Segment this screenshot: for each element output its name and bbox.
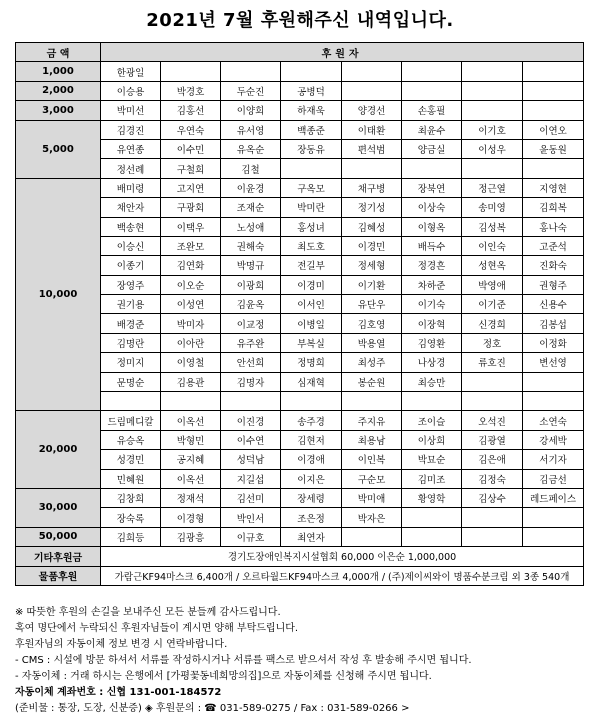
donor-cell: 변선영 (523, 353, 584, 372)
donor-cell (462, 392, 523, 411)
donor-cell: 이옥선 (161, 411, 221, 430)
donor-cell: 양금실 (402, 139, 462, 158)
donor-cell: 지영현 (523, 178, 584, 197)
donor-cell: 심재혁 (281, 372, 342, 391)
donor-cell (523, 159, 584, 178)
donor-cell: 이지은 (281, 469, 342, 488)
donor-cell (523, 81, 584, 100)
donor-cell: 이상희 (402, 430, 462, 449)
donor-cell: 김용관 (161, 372, 221, 391)
donor-cell: 박경호 (161, 81, 221, 100)
donor-cell (523, 392, 584, 411)
donor-cell (523, 508, 584, 527)
table-row (16, 469, 584, 488)
donor-cell: 구순모 (342, 469, 402, 488)
table-row (16, 81, 584, 100)
donor-cell: 드림메디칼 (101, 411, 161, 430)
amount-cell: 30,000 (16, 488, 101, 527)
amount-cell: 3,000 (16, 101, 101, 120)
donor-cell: 조은정 (281, 508, 342, 527)
donor-cell (523, 527, 584, 546)
donor-cell: 최성주 (342, 353, 402, 372)
donor-cell: 봉순원 (342, 372, 402, 391)
donor-cell: 김호영 (342, 314, 402, 333)
amount-cell: 5,000 (16, 120, 101, 178)
donor-cell: 이정화 (523, 333, 584, 352)
donor-cell: 김상수 (462, 488, 523, 507)
donor-cell: 정선례 (101, 159, 161, 178)
donor-cell: 이광희 (221, 275, 281, 294)
amount-cell: 2,000 (16, 81, 101, 100)
goods-donation-label: 물품후원 (16, 566, 101, 585)
donor-cell: 진화숙 (523, 256, 584, 275)
donor-cell: 이태환 (342, 120, 402, 139)
page-title: 2021년 7월 후원해주신 내역입니다. (146, 10, 454, 31)
donor-cell: 이성우 (462, 139, 523, 158)
donor-cell: 김혜성 (342, 217, 402, 236)
donor-cell: 하재욱 (281, 101, 342, 120)
donor-cell: 채안자 (101, 198, 161, 217)
donor-cell: 이종기 (101, 256, 161, 275)
donor-cell: 황영학 (402, 488, 462, 507)
donor-cell (462, 62, 523, 81)
donor-cell: 배득수 (402, 236, 462, 255)
donor-cell: 성경민 (101, 450, 161, 469)
donor-cell: 이수연 (221, 430, 281, 449)
donor-cell: 유서영 (221, 120, 281, 139)
donor-cell: 유연종 (101, 139, 161, 158)
donor-cell: 김성복 (462, 217, 523, 236)
donor-cell: 강세박 (523, 430, 584, 449)
donor-cell: 두순진 (221, 81, 281, 100)
donor-cell: 유옥순 (221, 139, 281, 158)
donor-cell: 류호진 (462, 353, 523, 372)
donor-cell: 박묘순 (402, 450, 462, 469)
donor-cell: 이아란 (161, 333, 221, 352)
donor-cell: 이승신 (101, 236, 161, 255)
donor-cell: 이서인 (281, 295, 342, 314)
donor-cell: 부복실 (281, 333, 342, 352)
donor-cell: 김정숙 (462, 469, 523, 488)
donor-cell: 이경애 (281, 450, 342, 469)
donor-cell: 박자은 (342, 508, 402, 527)
donor-cell: 김창희 (101, 488, 161, 507)
donor-cell: 윤동원 (523, 139, 584, 158)
donor-cell: 이승용 (101, 81, 161, 100)
other-donation-row (16, 547, 584, 566)
donor-cell: 문명순 (101, 372, 161, 391)
donor-cell: 박용열 (342, 333, 402, 352)
donor-cell: 전길부 (281, 256, 342, 275)
donor-cell: 최도호 (281, 236, 342, 255)
donor-cell: 이성연 (161, 295, 221, 314)
donor-cell: 박미선 (101, 101, 161, 120)
cms-note: - CMS : 시설에 방문 하셔서 서류를 작성하시거나 서류를 팩스로 받으셔서 작성 후 발송해 주시면 됩니다. (15, 655, 472, 666)
donor-cell (402, 508, 462, 527)
table-row (16, 333, 584, 352)
donor-cell: 정미지 (101, 353, 161, 372)
table-row (16, 295, 584, 314)
donor-cell: 박미자 (161, 314, 221, 333)
amount-header: 금 액 (16, 43, 101, 62)
donor-cell (402, 81, 462, 100)
donor-cell: 박영애 (462, 275, 523, 294)
table-row (16, 450, 584, 469)
donor-cell: 유단우 (342, 295, 402, 314)
donor-cell: 이기환 (342, 275, 402, 294)
donor-cell: 김경진 (101, 120, 161, 139)
donor-cell: 최승만 (402, 372, 462, 391)
donor-cell: 공병덕 (281, 81, 342, 100)
donor-cell: 이양희 (221, 101, 281, 120)
donor-cell (161, 392, 221, 411)
donor-cell: 김현저 (281, 430, 342, 449)
donor-cell: 공지혜 (161, 450, 221, 469)
donor-cell: 김봉섭 (523, 314, 584, 333)
donors-header: 후원자 (101, 43, 584, 62)
donor-cell (342, 159, 402, 178)
donor-cell: 권형주 (523, 275, 584, 294)
donor-cell: 안선희 (221, 353, 281, 372)
donor-cell: 최윤수 (402, 120, 462, 139)
donor-cell: 최연자 (281, 527, 342, 546)
table-row (16, 256, 584, 275)
donor-cell: 정경흔 (402, 256, 462, 275)
table-row (16, 353, 584, 372)
donor-cell: 조이슬 (402, 411, 462, 430)
donor-cell: 이윤경 (221, 178, 281, 197)
donor-cell: 백송현 (101, 217, 161, 236)
donor-cell: 구광회 (161, 198, 221, 217)
donor-cell: 이교정 (221, 314, 281, 333)
donor-cell: 장세령 (281, 488, 342, 507)
missing-note: 혹여 명단에서 누락되신 후원자님들이 계시면 양해 부탁드립니다. (15, 623, 299, 634)
table-row (16, 527, 584, 546)
donor-cell: 백종준 (281, 120, 342, 139)
amount-cell: 20,000 (16, 411, 101, 489)
donor-cell: 고준석 (523, 236, 584, 255)
table-row (16, 392, 584, 411)
donor-cell (402, 527, 462, 546)
donor-cell: 양경선 (342, 101, 402, 120)
donor-cell: 유승옥 (101, 430, 161, 449)
donor-cell: 김광흥 (161, 527, 221, 546)
donor-cell: 우연숙 (161, 120, 221, 139)
donor-cell: 이영철 (161, 353, 221, 372)
donor-cell: 정재석 (161, 488, 221, 507)
donor-cell: 김연화 (161, 256, 221, 275)
donor-cell: 이경형 (161, 508, 221, 527)
donor-cell (101, 392, 161, 411)
donor-cell: 김윤옥 (221, 295, 281, 314)
table-row (16, 120, 584, 139)
donor-cell (342, 392, 402, 411)
donor-cell (342, 81, 402, 100)
donor-cell: 김선미 (221, 488, 281, 507)
donor-cell: 장영주 (101, 275, 161, 294)
donor-cell: 한광일 (101, 62, 161, 81)
donor-cell: 정세형 (342, 256, 402, 275)
donor-cell: 이장혁 (402, 314, 462, 333)
donor-cell: 김영환 (402, 333, 462, 352)
donor-cell: 박형민 (161, 430, 221, 449)
table-row (16, 101, 584, 120)
table-row (16, 508, 584, 527)
donor-cell: 지길섭 (221, 469, 281, 488)
donor-cell: 구철희 (161, 159, 221, 178)
donor-cell: 이병일 (281, 314, 342, 333)
table-row (16, 372, 584, 391)
donor-cell: 김은애 (462, 450, 523, 469)
donor-cell: 김희복 (523, 198, 584, 217)
donor-cell: 송미영 (462, 198, 523, 217)
donor-cell (402, 62, 462, 81)
donor-cell (462, 159, 523, 178)
donor-cell: 홍나숙 (523, 217, 584, 236)
donor-cell (281, 392, 342, 411)
donor-cell: 장숙록 (101, 508, 161, 527)
donor-cell: 이오순 (161, 275, 221, 294)
donor-cell: 최용남 (342, 430, 402, 449)
other-donation-text: 경기도장애인복지시설협회 60,000 이은순 1,000,000 (101, 547, 584, 566)
donor-cell: 권기용 (101, 295, 161, 314)
donor-cell (281, 62, 342, 81)
donor-cell: 박미란 (281, 198, 342, 217)
donor-cell: 김광열 (462, 430, 523, 449)
donor-cell: 이수민 (161, 139, 221, 158)
donor-cell (462, 101, 523, 120)
donor-cell: 레드페이스 (523, 488, 584, 507)
donor-cell: 송주경 (281, 411, 342, 430)
donor-cell: 조재순 (221, 198, 281, 217)
notes (15, 605, 590, 717)
donor-cell: 신용수 (523, 295, 584, 314)
donor-cell: 채구병 (342, 178, 402, 197)
donor-cell: 김미조 (402, 469, 462, 488)
table-row (16, 198, 584, 217)
donor-cell (402, 392, 462, 411)
table-row (16, 178, 584, 197)
donor-cell: 차하준 (402, 275, 462, 294)
donor-cell: 신경희 (462, 314, 523, 333)
donor-cell: 편석범 (342, 139, 402, 158)
amount-cell: 50,000 (16, 527, 101, 546)
table-row (16, 275, 584, 294)
donor-cell: 장북연 (402, 178, 462, 197)
donor-cell: 오석진 (462, 411, 523, 430)
donor-cell: 김금선 (523, 469, 584, 488)
donor-cell: 정기성 (342, 198, 402, 217)
goods-donation-text: 가람근KF94마스크 6,400개 / 오르타월드KF94마스크 4,000개 / (주)제이씨와이 명품수분크림 외 3종 540개 (101, 566, 584, 585)
donor-cell: 김명자 (221, 372, 281, 391)
donor-cell: 이상숙 (402, 198, 462, 217)
donor-cell: 손홍필 (402, 101, 462, 120)
table-row (16, 314, 584, 333)
donor-cell: 김철 (221, 159, 281, 178)
donor-cell: 배미령 (101, 178, 161, 197)
donor-cell: 박명규 (221, 256, 281, 275)
donor-cell: 이인숙 (462, 236, 523, 255)
donor-cell: 성현옥 (462, 256, 523, 275)
donor-cell: 이형옥 (402, 217, 462, 236)
donor-cell: 서기자 (523, 450, 584, 469)
donor-cell (221, 392, 281, 411)
donor-cell: 정근열 (462, 178, 523, 197)
donor-cell: 주지유 (342, 411, 402, 430)
donor-cell: 배경준 (101, 314, 161, 333)
donor-cell (462, 527, 523, 546)
donor-cell: 김명란 (101, 333, 161, 352)
donor-cell: 이기호 (462, 120, 523, 139)
donor-cell (523, 372, 584, 391)
donor-cell (281, 159, 342, 178)
donor-cell: 유주완 (221, 333, 281, 352)
table-row (16, 236, 584, 255)
account-number: 자동이체 계좌번호 : 신협 131-001-184572 (15, 687, 222, 698)
goods-donation-row (16, 566, 584, 585)
other-donation-label: 기타후원금 (16, 547, 101, 566)
donor-cell: 이옥선 (161, 469, 221, 488)
donor-cell: 조완모 (161, 236, 221, 255)
auto-transfer-note: - 자동이체 : 거래 하시는 은행에서 [가평꽃동네희망의집]으로 자동이체를 신청해 주시면 됩니다. (15, 671, 432, 682)
donor-cell: 구옥모 (281, 178, 342, 197)
table-row (16, 411, 584, 430)
amount-cell: 1,000 (16, 62, 101, 81)
donor-cell: 노성애 (221, 217, 281, 236)
donor-cell: 이경민 (342, 236, 402, 255)
donor-cell: 이택우 (161, 217, 221, 236)
thanks-note: ※ 따뜻한 후원의 손길을 보내주신 모든 분들께 감사드립니다. (15, 607, 281, 618)
donor-cell (462, 372, 523, 391)
donor-table (15, 42, 584, 586)
donor-cell: 장동유 (281, 139, 342, 158)
amount-cell: 10,000 (16, 178, 101, 411)
donor-cell (462, 508, 523, 527)
donor-cell: 박인서 (221, 508, 281, 527)
donor-cell: 김홍선 (161, 101, 221, 120)
donor-cell: 이규호 (221, 527, 281, 546)
table-row (16, 139, 584, 158)
donor-cell: 소연숙 (523, 411, 584, 430)
donor-cell: 권해숙 (221, 236, 281, 255)
table-row (16, 217, 584, 236)
contact-info: (준비물 : 통장, 도장, 신분증) ◈ 후원문의 : ☎ 031-589-0275 / Fax : 031-589-0266 > (15, 703, 410, 714)
donor-cell: 정호 (462, 333, 523, 352)
donor-cell: 김희등 (101, 527, 161, 546)
donor-cell: 고지연 (161, 178, 221, 197)
table-row (16, 159, 584, 178)
table-row (16, 62, 584, 81)
donor-cell (342, 527, 402, 546)
header-row (16, 43, 584, 62)
donor-cell: 이연오 (523, 120, 584, 139)
donor-cell: 박미애 (342, 488, 402, 507)
donor-cell (462, 81, 523, 100)
donor-cell: 정명희 (281, 353, 342, 372)
donor-cell: 이기숙 (402, 295, 462, 314)
donor-cell (523, 62, 584, 81)
donor-cell (523, 101, 584, 120)
table-row (16, 430, 584, 449)
donor-cell: 홍성녀 (281, 217, 342, 236)
donor-cell: 이경미 (281, 275, 342, 294)
donor-cell (402, 159, 462, 178)
donor-cell (342, 62, 402, 81)
donor-cell: 민혜원 (101, 469, 161, 488)
table-row (16, 488, 584, 507)
donor-cell: 성덕남 (221, 450, 281, 469)
donor-table-body (16, 43, 584, 586)
donor-cell: 이진경 (221, 411, 281, 430)
change-note: 후원자님의 자동이체 정보 변경 시 연락바랍니다. (15, 639, 228, 650)
donor-cell: 이기준 (462, 295, 523, 314)
donor-cell (221, 62, 281, 81)
donor-cell: 나상경 (402, 353, 462, 372)
donor-cell: 이인복 (342, 450, 402, 469)
donor-cell (161, 62, 221, 81)
